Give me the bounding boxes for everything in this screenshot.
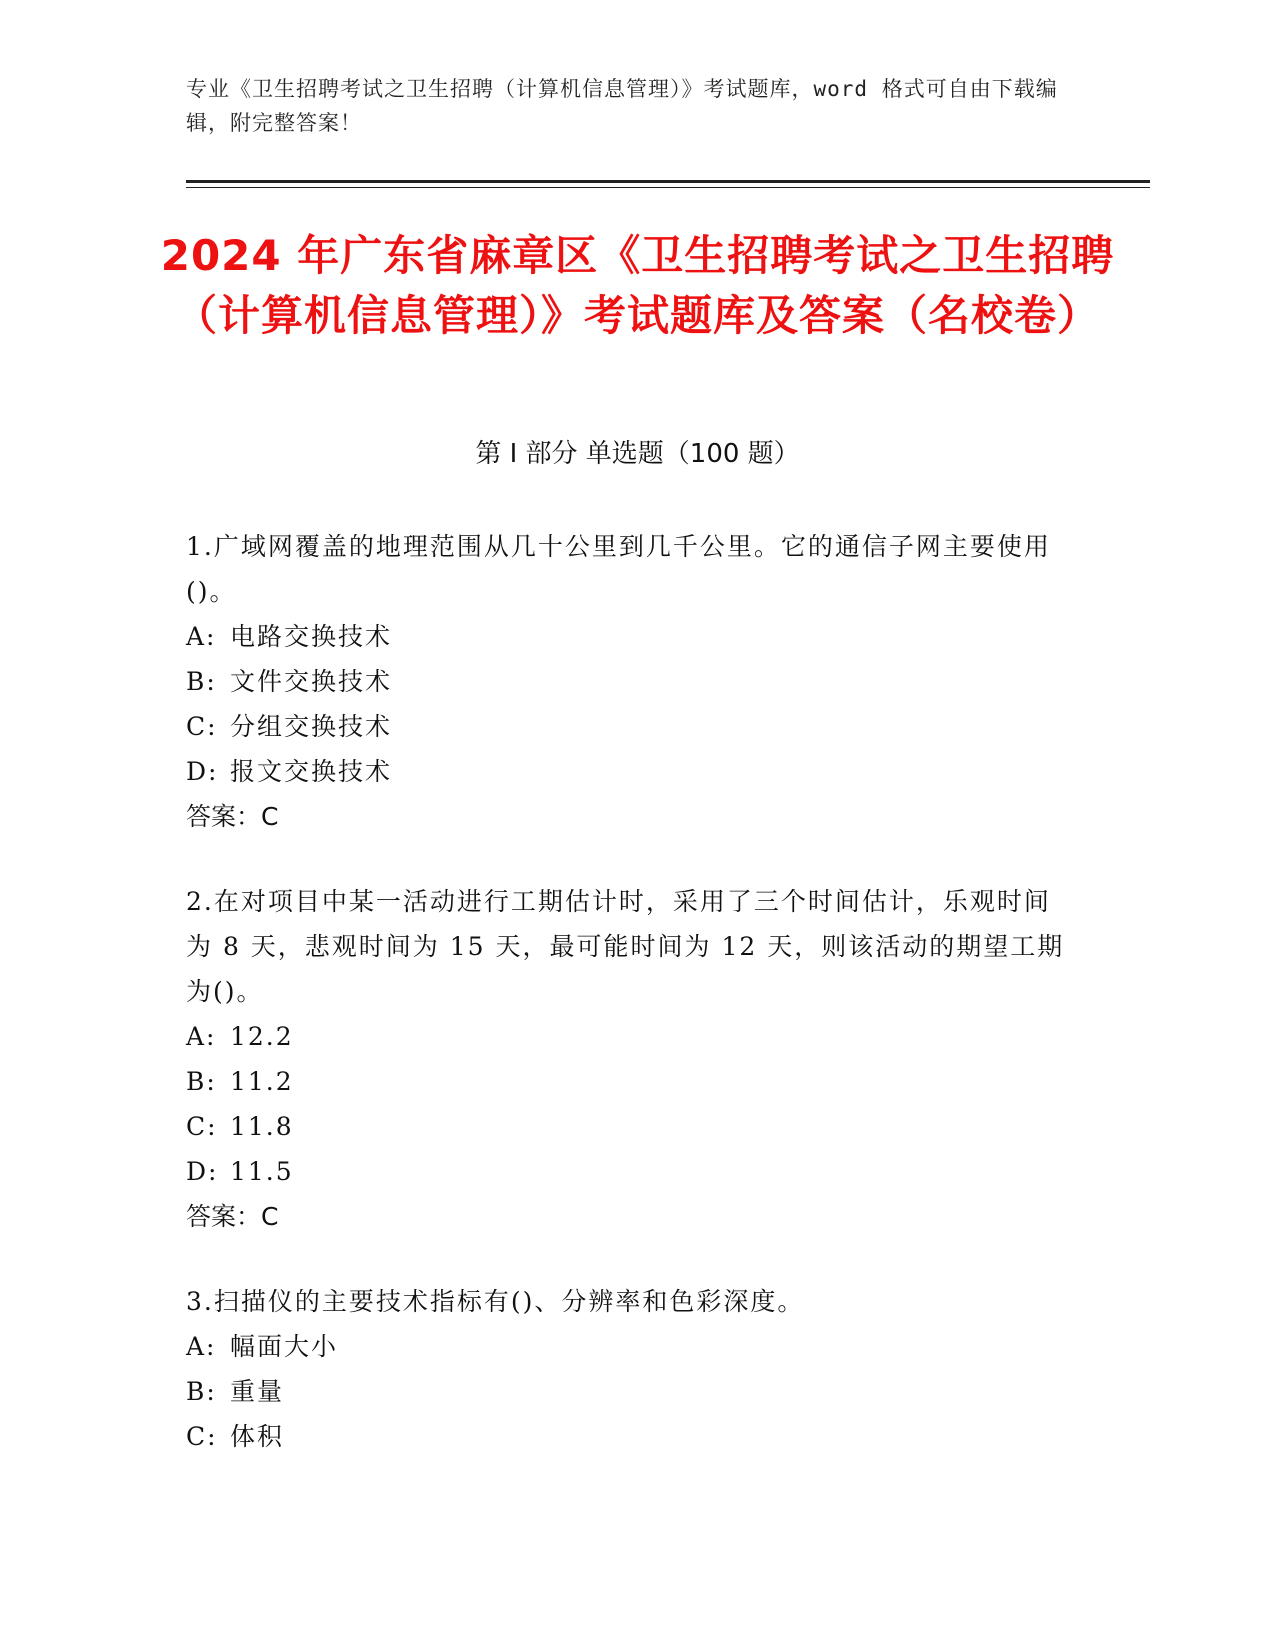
option-b	[186, 659, 1066, 704]
option-letter: C:	[186, 712, 218, 741]
option-letter: D:	[186, 1157, 219, 1186]
option-a	[186, 614, 1066, 659]
answer-line: 答案：C	[186, 802, 279, 831]
option-text: 报文交换技术	[230, 757, 393, 786]
option-a	[186, 1014, 1066, 1059]
option-a	[186, 1324, 1066, 1369]
option-b	[186, 1059, 1066, 1104]
option-letter: A:	[186, 622, 217, 651]
header-note: 专业《卫生招聘考试之卫生招聘（计算机信息管理）》考试题库，word 格式可自由下载编辑，附完整答案！	[186, 77, 1058, 135]
option-letter: A:	[186, 1022, 217, 1051]
option-text: 12.2	[230, 1022, 294, 1051]
option-letter: B:	[186, 1067, 217, 1096]
answer-line: 答案：C	[186, 1202, 279, 1231]
option-letter: D:	[186, 757, 219, 786]
option-letter: A:	[186, 1332, 217, 1361]
option-b	[186, 1369, 1066, 1414]
header-divider-thin	[186, 187, 1150, 188]
option-text: 体积	[230, 1422, 285, 1451]
option-text: 文件交换技术	[230, 667, 393, 696]
question-1	[186, 524, 1066, 839]
option-text: 11.8	[230, 1112, 294, 1141]
question-list	[186, 524, 1066, 1499]
header-divider-thick	[186, 180, 1150, 183]
question-3	[186, 1279, 1066, 1459]
option-d	[186, 1149, 1066, 1194]
question-2	[186, 879, 1066, 1239]
document-title: 2024 年广东省麻章区《卫生招聘考试之卫生招聘（计算机信息管理）》考试题库及答案（名校卷）	[160, 231, 1115, 340]
option-text: 重量	[230, 1377, 285, 1406]
question-stem: 1.广域网覆盖的地理范围从几十公里到几千公里。它的通信子网主要使用()。	[186, 532, 1051, 606]
option-c	[186, 704, 1066, 749]
section-heading: 第 I 部分 单选题（100 题）	[475, 439, 800, 469]
question-stem: 3.扫描仪的主要技术指标有()、分辨率和色彩深度。	[186, 1287, 805, 1316]
option-text: 11.2	[230, 1067, 294, 1096]
option-letter: B:	[186, 1377, 217, 1406]
option-letter: B:	[186, 667, 217, 696]
question-stem: 2.在对项目中某一活动进行工期估计时，采用了三个时间估计，乐观时间为 8 天，悲观时间为 15 天，最可能时间为 12 天，则该活动的期望工期为()。	[186, 887, 1065, 1006]
option-text: 11.5	[230, 1157, 294, 1186]
option-text: 电路交换技术	[230, 622, 393, 651]
option-c	[186, 1104, 1066, 1149]
option-text: 幅面大小	[230, 1332, 339, 1361]
option-text: 分组交换技术	[230, 712, 393, 741]
option-letter: C:	[186, 1112, 218, 1141]
option-c	[186, 1414, 1066, 1459]
option-d	[186, 749, 1066, 794]
option-letter: C:	[186, 1422, 218, 1451]
